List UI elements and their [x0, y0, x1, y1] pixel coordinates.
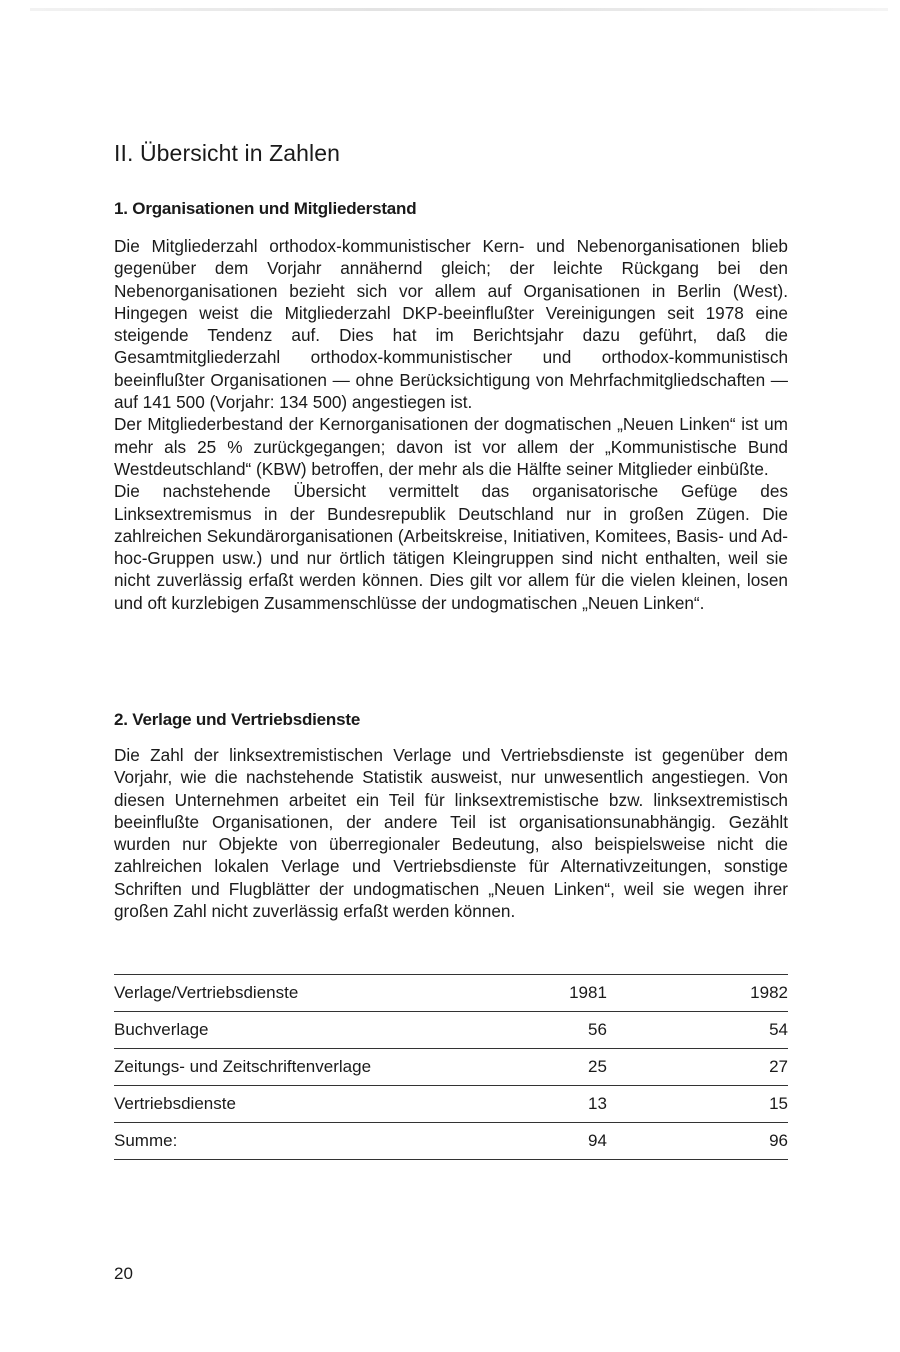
- row-value-1981: 94: [587, 1131, 607, 1150]
- row-value-1981: 56: [587, 1020, 607, 1039]
- publishers-table: [114, 974, 788, 1160]
- row-value-1982: 15: [769, 1094, 788, 1113]
- row-value-1981: 13: [587, 1094, 607, 1113]
- chapter-title: II. Übersicht in Zahlen: [114, 140, 341, 166]
- section-1-paragraph-1: Die Mitgliederzahl orthodox-kommunistischer Kern- und Nebenorganisationen blieb gegenüber dem Vorjahr annähernd gleich; der leichte Rückgang bei den Nebenorganisationen bezieht sich vor allem auf Organisationen in Berlin (West). Hingegen weist die Mitgliederzahl DKP-beeinflußter Vereinigungen seit 1978 eine steigende Tendenz auf. Dies hat im Berichtsjahr dazu geführt, daß die Gesamtmitgliederzahl orthodox-kommunistischer und orthodox-kommunistisch beeinflußter Organisationen — ohne Berücksichtigung von Mehrfachmitgliedschaften — auf 141 500 (Vorjahr: 134 500) angestiegen ist.: [114, 236, 788, 413]
- table-row: [114, 1012, 788, 1049]
- row-value-1982: 27: [769, 1057, 788, 1076]
- section-1-body: [114, 235, 788, 614]
- row-label: Buchverlage: [114, 1020, 209, 1039]
- row-label: Vertriebsdienste: [114, 1094, 236, 1113]
- section-1-paragraph-3: Die nachstehende Übersicht vermittelt das organisatorische Gefüge des Linksextremismus in der Bundesrepublik Deutschland nur in großen Zügen. Die zahlreichen Sekundärorganisationen (Arbeitskreise, Initiativen, Komitees, Basis- und Ad-hoc-Gruppen usw.) und nur örtlich tätigen Kleingruppen sind nicht enthalten, weil sie nicht zuverlässig erfaßt werden können. Dies gilt vor allem für die vielen kleinen, losen und oft kurzlebigen Zusammenschlüsse der undogmatischen „Neuen Linken“.: [114, 481, 788, 613]
- row-value-1982: 96: [769, 1131, 788, 1150]
- table-header-row: [114, 975, 788, 1012]
- row-value-1981: 25: [587, 1057, 607, 1076]
- section-1-paragraph-2: Der Mitgliederbestand der Kernorganisationen der dogmatischen „Neuen Linken“ ist um mehr als 25 % zurückgegangen; davon ist vor allem der „Kommunistische Bund Westdeutschland“ (KBW) betroffen, der mehr als die Hälfte seiner Mitglieder einbüßte.: [114, 414, 788, 479]
- table-row-total: [114, 1123, 788, 1160]
- table-header-1982: 1982: [750, 983, 788, 1002]
- section-1-title: 1. Organisationen und Mitgliederstand: [114, 199, 417, 218]
- section-2-paragraph-1: Die Zahl der linksextremistischen Verlage und Vertriebsdienste ist gegenüber dem Vorjahr, wie die nachstehende Statistik ausweist, nur unwesentlich angestiegen. Von diesen Unternehmen arbeitet ein Teil für linksextremistische bzw. linksextremistisch beeinflußte Organisationen, der andere Teil ist organisationsunabhängig. Gezählt wurden nur Objekte von überregionaler Bedeutung, also beispielsweise nicht die zahlreichen lokalen Verlage und Vertriebsdienste für Alternativzeitungen, sonstige Schriften und Flugblätter der undogmatischen „Neuen Linken“, weil sie wegen ihrer großen Zahl nicht zuverlässig erfaßt werden können.: [114, 745, 788, 922]
- row-label: Summe:: [114, 1131, 178, 1150]
- row-label: Zeitungs- und Zeitschriftenverlage: [114, 1057, 372, 1076]
- table-row: [114, 1086, 788, 1123]
- row-value-1982: 54: [769, 1020, 788, 1039]
- section-2-body: [114, 744, 788, 922]
- table-header-label: Verlage/Vertriebsdienste: [114, 983, 299, 1002]
- section-2-title: 2. Verlage und Vertriebsdienste: [114, 710, 361, 729]
- table-row: [114, 1049, 788, 1086]
- page-number: 20: [114, 1264, 133, 1283]
- table-header-1981: 1981: [569, 983, 607, 1002]
- scan-edge-shadow: [30, 8, 888, 11]
